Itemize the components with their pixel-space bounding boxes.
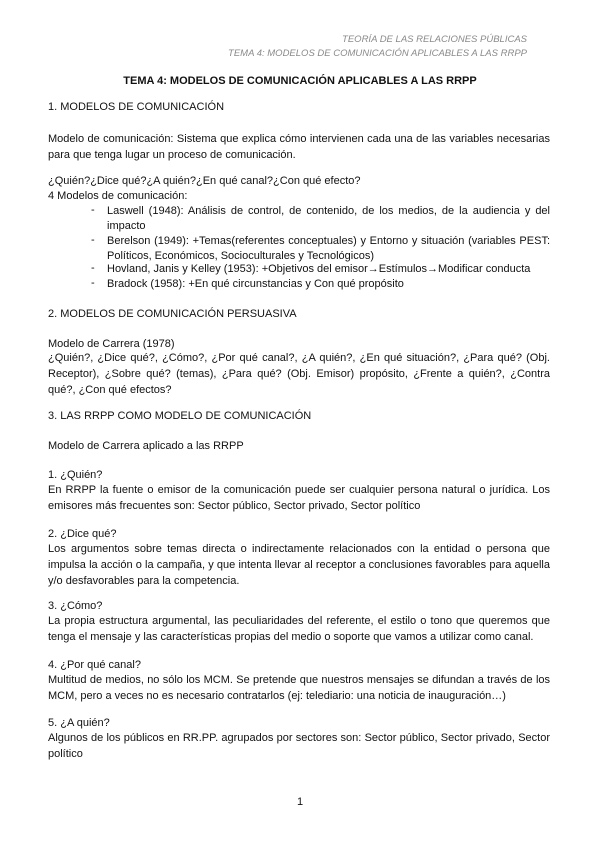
item-a-quien-answer: Algunos de los públicos en RR.PP. agrupados por sectores son: Sector público, Sector privado, Sector político [48,732,550,760]
section1-definition: Modelo de comunicación: Sistema que explica cómo intervienen cada una de las variables necesarias para que tenga lugar un proceso de comunicación. [48,133,550,161]
section2-heading: 2. MODELOS DE COMUNICACIÓN PERSUASIVA [48,308,297,320]
list-item-hovland: Hovland, Janis y Kelley (1953): +Objetivos del emisor→Estímulos→Modificar conducta [107,263,531,275]
list-bullet: - [91,277,95,289]
list-bullet: - [91,204,95,216]
item-quien-question: 1. ¿Quién? [48,469,103,481]
item-como-answer: La propia estructura argumental, las peculiaridades del referente, el estilo o tono que queremos que tenga el mensaje y las características propias del medio o soporte que vamos a utilizar como canal. [48,615,550,643]
item-dice-que-answer: Los argumentos sobre temas directa o indirectamente relacionados con la entidad o persona que impulsa la acción o la campaña, y que intenta llevar al receptor a conclusiones favorables para aquella y/o desfavorables para la competencia. [48,543,550,587]
section1-questions: ¿Quién?¿Dice qué?¿A quién?¿En qué canal?¿Con qué efecto? [48,175,361,187]
running-header-line1: TEORÍA DE LAS RELACIONES PÚBLICAS [342,34,527,45]
item-quien-answer: En RRPP la fuente o emisor de la comunicación puede ser cualquier persona natural o jurídica. Los emisores más frecuentes son: Sector público, Sector privado, Sector político [48,484,550,512]
section2-questions: ¿Quién?, ¿Dice qué?, ¿Cómo?, ¿Por qué canal?, ¿A quién?, ¿En qué situación?, ¿Para qué? (Obj. Receptor), ¿Sobre qué? (temas), ¿Para qué? (Obj. Emisor) propósito, ¿Frente a quién?, ¿Contra qué?, ¿Con qué efectos? [48,352,550,396]
section2-model: Modelo de Carrera (1978) [48,338,175,350]
item-canal-answer: Multitud de medios, no sólo los MCM. Se pretende que nuestros mensajes se difundan a través de los MCM, pero a veces no es necesario contratarlos (ej: telediario: una noticia de inauguración…) [48,674,550,702]
list-item-berelson: Berelson (1949): +Temas(referentes conceptuales) y Entorno y situación (variables PEST: Políticos, Económicos, Socioculturales y Tecnológicos) [107,235,550,262]
page-title: TEMA 4: MODELOS DE COMUNICACIÓN APLICABLES A LAS RRPP [123,75,477,87]
section3-intro: Modelo de Carrera aplicado a las RRPP [48,440,244,452]
item-como-question: 3. ¿Cómo? [48,600,103,612]
section3-heading: 3. LAS RRPP COMO MODELO DE COMUNICACIÓN [48,410,312,422]
list-bullet: - [91,234,95,246]
running-header-line2: TEMA 4: MODELOS DE COMUNICACIÓN APLICABLES A LAS RRPP [228,48,527,59]
page-number: 1 [296,796,304,808]
item-a-quien-question: 5. ¿A quién? [48,717,110,729]
section1-heading: 1. MODELOS DE COMUNICACIÓN [48,101,225,113]
section1-models-intro: 4 Modelos de comunicación: [48,190,188,202]
list-item-bradock: Bradock (1958): +En qué circunstancias y Con qué propósito [107,278,404,290]
item-dice-que-question: 2. ¿Dice qué? [48,528,117,540]
item-canal-question: 4. ¿Por qué canal? [48,659,141,671]
list-item-laswell: Laswell (1948): Análisis de control, de contenido, de los medios, de la audiencia y del impacto [107,205,550,232]
list-bullet: - [91,262,95,274]
